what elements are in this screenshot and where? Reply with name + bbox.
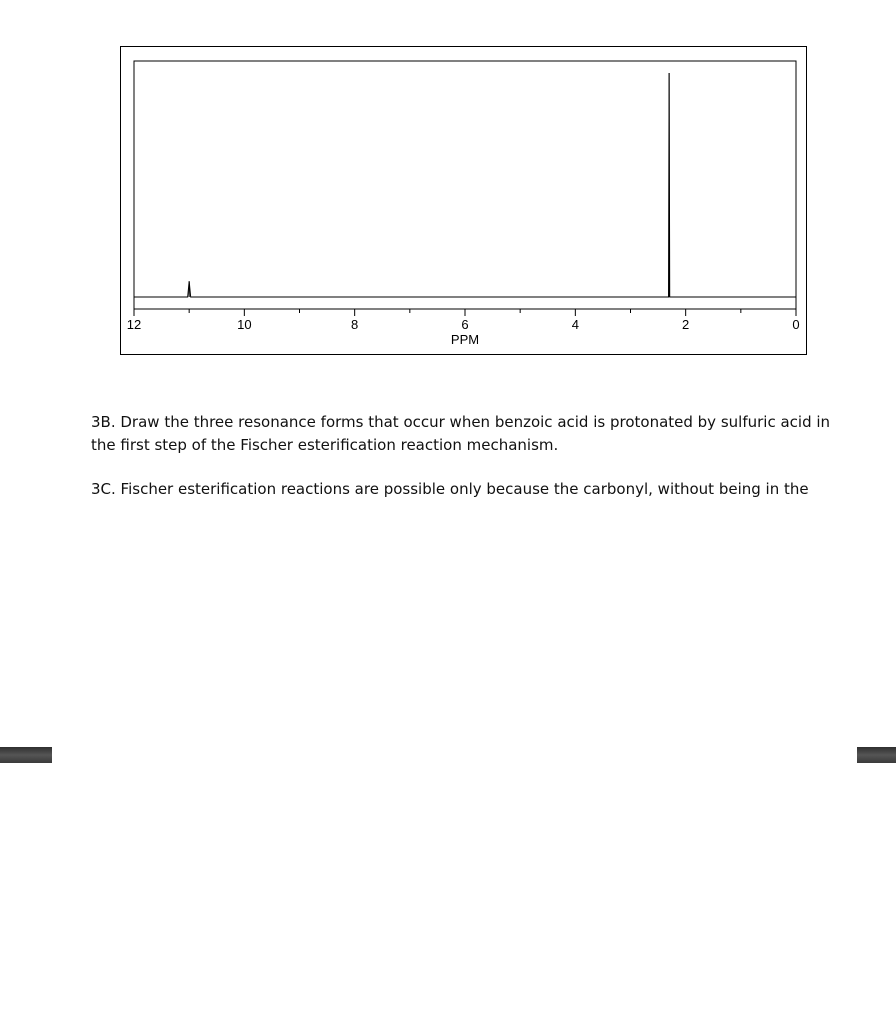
nmr-spectrum-figure: [120, 46, 807, 355]
nmr-spectrum-chart: [121, 47, 808, 356]
x-tick-label: 0: [792, 317, 800, 332]
x-tick-label: 2: [682, 317, 690, 332]
question-3c-fragment: 3C. Fischer esterification reactions are possible only because the carbonyl, without being in the: [91, 480, 809, 498]
x-axis-title: PPM: [450, 332, 480, 347]
x-tick-label: 6: [461, 317, 469, 332]
x-tick-label: 12: [126, 317, 142, 332]
spectrum-trace: [134, 73, 796, 297]
plot-area-frame: [134, 61, 796, 309]
question-3b: 3B. Draw the three resonance forms that occur when benzoic acid is protonated by sulfuric acid in the first step of the Fischer esterification reaction mechanism.: [91, 413, 831, 454]
x-tick-label: 10: [237, 317, 252, 332]
question-3c-cut: [91, 468, 831, 498]
left-edge-bar: [0, 747, 52, 763]
x-tick-label: 8: [351, 317, 359, 332]
x-tick-label: 4: [571, 317, 579, 332]
right-edge-bar: [857, 747, 896, 763]
